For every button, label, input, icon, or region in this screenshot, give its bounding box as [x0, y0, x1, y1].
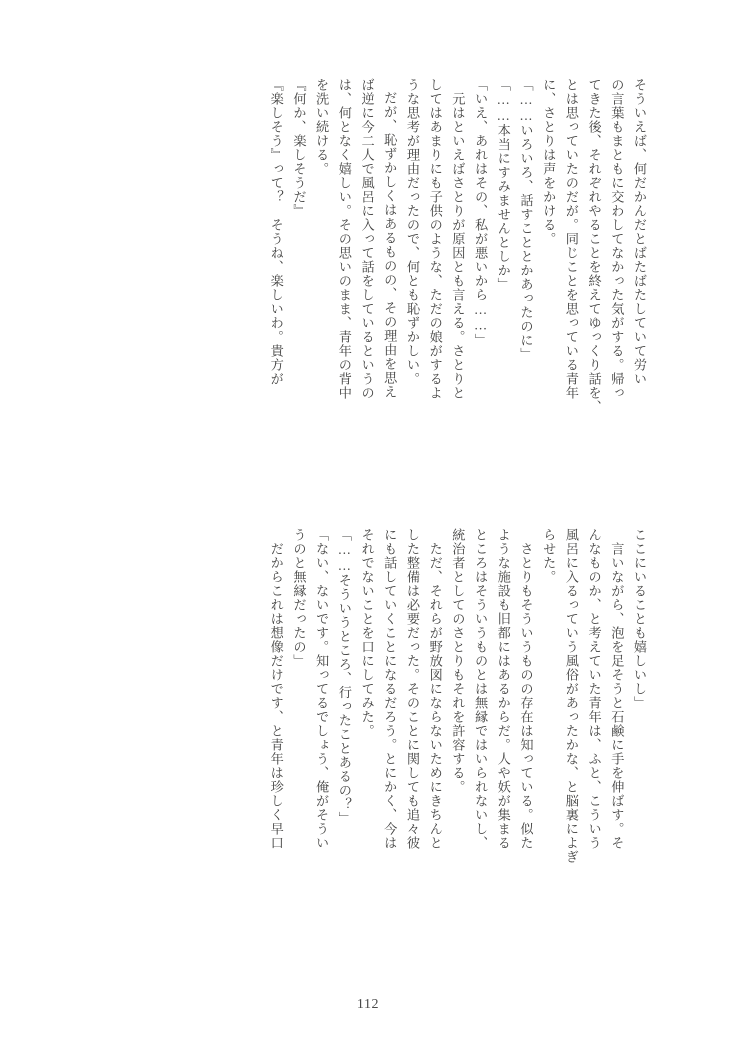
text-line: 『何か、楽しそうだ』: [291, 78, 307, 218]
text-line: ただ、それらが野放図にならないためにきちんと: [427, 528, 443, 850]
text-line: そういえば、何だかんだとばたばたしていて労い: [632, 78, 647, 386]
text-line: ここにいることも嬉しいし」: [632, 528, 647, 710]
text-line: らせた。: [541, 528, 557, 584]
text-line: ような施設も旧都にはあるからだ。人や妖が集まる: [495, 528, 511, 850]
text-line: とは思っていたのだが。同じことを思っている青年: [563, 78, 579, 400]
page-number: 112: [356, 997, 380, 1012]
text-line: 『楽しそう』って？ そうね、楽しいわ。貴方が: [268, 78, 284, 386]
text-line: ば逆に今二人で風呂に入って話をしているというの: [359, 78, 375, 400]
text-block-upper: [268, 78, 650, 478]
text-line: の言葉もまともに交わしてなかった気がする。帰っ: [609, 78, 625, 400]
text-line: した整備は必要だった。そのことに関しても追々彼: [404, 528, 420, 850]
text-line: うのと無縁だったの」: [291, 528, 307, 668]
text-line: 統治者としてのさとりもそれを許容する。: [450, 528, 466, 794]
text-line: に、さとりは声をかける。: [541, 78, 557, 246]
text-line: 風呂に入るっていう風俗があったかな、と脳裏によぎ: [563, 528, 579, 864]
text-block-lower: [268, 528, 650, 960]
text-line: 「……そういうところ、行ったことあるの？」: [336, 528, 352, 826]
text-line: 「ない、ないです。知ってるでしょう、俺がそうい: [314, 528, 330, 850]
text-line: 言いながら、泡を足そうと石鹸に手を伸ばす。そ: [609, 528, 625, 850]
text-line: 「……本当にすみませんとしか」: [495, 78, 511, 292]
text-line: さとりもそういうものの存在は知っている。似た: [518, 528, 534, 850]
text-line: ところはそういうものとは無縁ではいられないし、: [473, 528, 489, 850]
text-line: を洗い続ける。: [314, 78, 330, 176]
text-line: してはあまりにも子供のような、ただの娘がするよ: [427, 78, 443, 400]
text-line: てきた後、それぞれやることを終えてゆっくり話を、: [586, 78, 602, 414]
text-line: うな思考が理由だったので、何とも恥ずかしい。: [404, 78, 420, 386]
text-line: だが、恥ずかしくはあるものの、その理由を思え: [382, 91, 398, 400]
text-line: にも話していくことになるだろう。とにかく、今は: [382, 528, 398, 850]
text-line: んなものか、と考えていた青年は、ふと、こういう: [586, 528, 602, 850]
text-line: 「いえ、あれはその、私が悪いから……」: [473, 78, 489, 348]
text-line: それでないことを口にしてみた。: [359, 528, 375, 738]
text-line: だからこれは想像だけです、と青年は珍しく早口: [268, 528, 284, 850]
text-line: 元はといえばさとりが原因とも言える。さとりと: [450, 78, 466, 400]
text-line: は、何となく嬉しい。その思いのまま、青年の背中: [336, 78, 352, 400]
text-line: 「……いろいろ、話すこととかあったのに」: [518, 78, 534, 362]
